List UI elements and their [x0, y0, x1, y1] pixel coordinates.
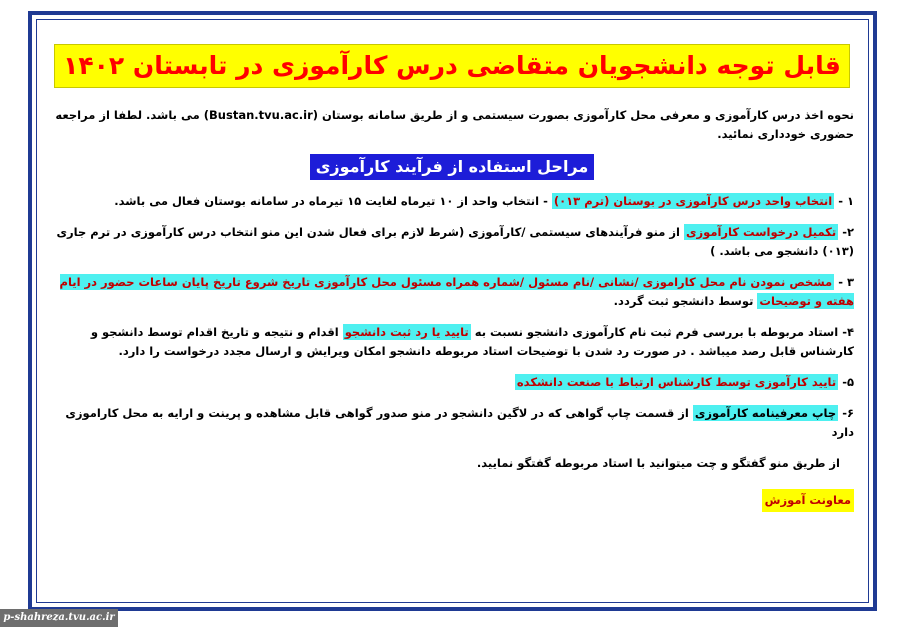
section-title: مراحل استفاده از فرآیند کارآموزی [310, 154, 595, 180]
step-pre-text: استاد مربوطه با بررسی فرم ثبت نام کارآموزی دانشجو نسبت به [470, 325, 839, 339]
step-highlight: انتخاب واحد درس کارآموزی در بوستان (ترم ۰۱۳) [553, 194, 833, 208]
step-highlight: مشخص نمودن نام محل کاراموزی /نشانی /نام مسئول /شماره همراه مسئول محل کارآموزی تاریخ شروع تاریخ پایان ساعات حضور در ایام هفته و توضیحات [59, 275, 854, 308]
footer-signature: معاونت آموزش [762, 489, 854, 512]
step-highlight: تایید کارآموزی توسط کارشناس ارتباط با صنعت دانشکده [516, 375, 837, 389]
step-number: ۵- [842, 375, 854, 389]
step-6 [46, 404, 858, 442]
step-text: از منو فرآیندهای سیستمی /کارآموزی (شرط لازم برای فعال شدن این منو انتخاب درس کارآموزی در ترم جاری (۰۱۳) دانشجو می باشد. ) [56, 225, 854, 258]
step-number: ۳ - [838, 275, 854, 289]
step-number: ۶- [842, 406, 854, 420]
step-number: ۴- [842, 325, 854, 339]
page-title: قابل توجه دانشجویان متقاضی درس کارآموزی در تابستان ۱۴۰۲ [54, 44, 850, 88]
step-2 [46, 223, 858, 261]
site-watermark: p-shahreza.tvu.ac.ir [0, 609, 118, 627]
step-highlight: چاپ معرفینامه کارآموزی [694, 406, 837, 420]
chat-note: از طریق منو گفتگو و چت میتوانید با استاد مربوطه گفتگو نمایید. [476, 456, 840, 470]
step-highlight: تکمیل درخواست کارآموزی [685, 225, 837, 239]
step-number: ۲- [842, 225, 854, 239]
step-5 [46, 373, 858, 392]
step-1 [46, 192, 858, 211]
step-text: اقدام و نتیجه و تاریخ اقدام توسط دانشجو و کارشناس قابل رصد میباشد . در صورت رد شدن با توضیحات استاد مربوطه دانشجو امکان ویرایش و ارسال مجدد درخواست را دارد. [90, 325, 854, 358]
step-number: ۱ - [838, 194, 854, 208]
step-3 [46, 273, 858, 311]
step-text: از قسمت چاپ گواهی که در لاگین دانشجو در منو صدور گواهی قابل مشاهده و پرینت و ارایه به محل کاراموزی دارد [65, 406, 854, 439]
step-text: توسط دانشجو ثبت گردد. [613, 294, 754, 308]
step-highlight: تایید یا رد ثبت دانشجو [344, 325, 469, 339]
announcement [46, 24, 858, 594]
step-4 [46, 323, 858, 361]
intro-text: نحوه اخذ درس کارآموزی و معرفی محل کارآموزی بصورت سیستمی و از طریق سامانه بوستان (Bustan.tvu.ac.ir) می باشد. لطفا از مراجعه حضوری خودداری نمائید. [55, 108, 854, 141]
step-text: - انتخاب واحد از ۱۰ تیرماه لغایت ۱۵ تیرماه در سامانه بوستان فعال می باشد. [114, 194, 548, 208]
